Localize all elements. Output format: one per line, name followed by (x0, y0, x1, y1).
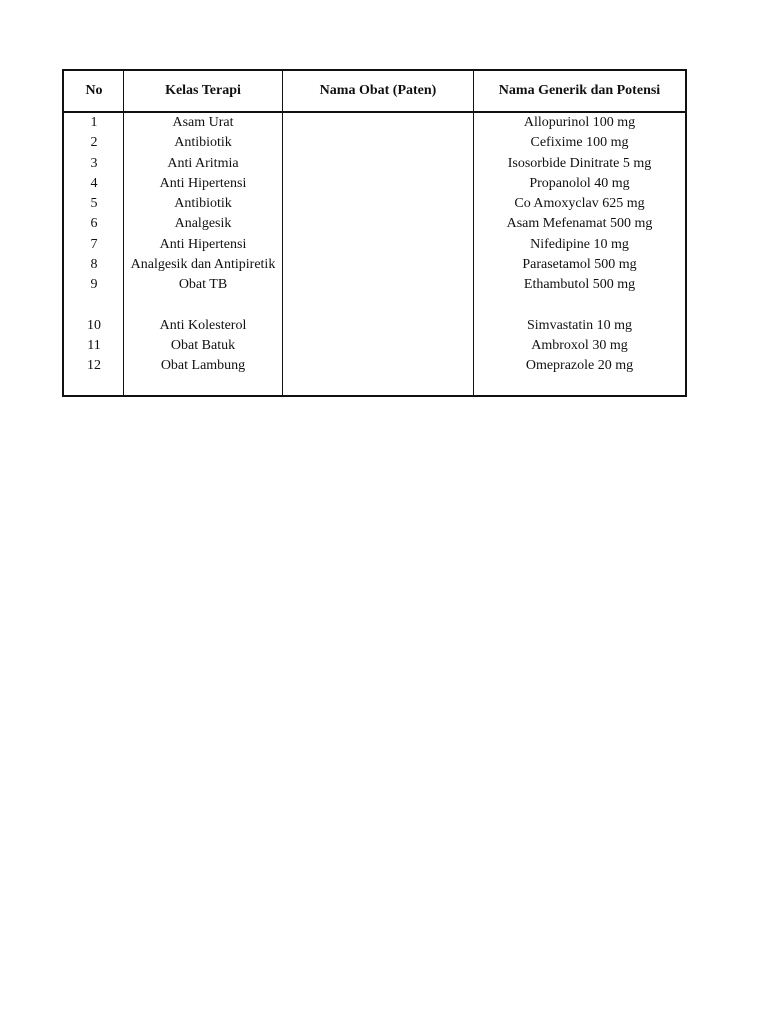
kelas-terapi-cell: Obat Batuk (170, 337, 236, 353)
nama-generik-cell: Asam Mefenamat 500 mg (506, 216, 653, 232)
nama-generik-cell: Parasetamol 500 mg (522, 257, 637, 273)
drug-table (62, 69, 687, 397)
table-row (64, 174, 685, 194)
row-number: 9 (90, 277, 98, 293)
nama-generik-cell: Isosorbide Dinitrate 5 mg (507, 155, 652, 171)
row-number: 3 (90, 155, 98, 171)
nama-generik-cell: Allopurinol 100 mg (523, 115, 636, 130)
nama-paten-cell (282, 113, 474, 133)
row-number: 11 (87, 337, 101, 353)
kelas-terapi-cell: Anti Hipertensi (159, 236, 247, 252)
kelas-terapi-cell: Obat TB (178, 277, 228, 293)
row-number: 8 (90, 257, 98, 273)
header-nama-obat-paten: Nama Obat (Paten) (319, 83, 437, 98)
kelas-terapi-cell: Analgesik (174, 216, 232, 232)
nama-paten-cell (282, 154, 474, 174)
row-number: 7 (90, 236, 98, 252)
nama-generik-cell: Simvastatin 10 mg (527, 317, 632, 333)
table-row (64, 316, 685, 336)
nama-generik-cell: Ethambutol 500 mg (523, 277, 636, 293)
table-row (64, 336, 685, 356)
kelas-terapi-cell: Analgesik dan Antipiretik (130, 257, 276, 273)
nama-generik-cell: Propanolol 40 mg (529, 175, 630, 191)
table-row (64, 275, 685, 295)
nama-generik-cell: Ambroxol 30 mg (531, 337, 628, 353)
row-number: 12 (87, 358, 101, 374)
nama-paten-cell (282, 275, 474, 295)
header-no: No (85, 83, 103, 98)
nama-paten-cell (282, 214, 474, 234)
table-row (64, 356, 685, 376)
table-row (64, 194, 685, 214)
table-row (64, 235, 685, 255)
row-number: 5 (90, 196, 98, 212)
kelas-terapi-cell: Anti Hipertensi (159, 175, 247, 191)
table-row (64, 214, 685, 234)
nama-paten-cell (282, 174, 474, 194)
nama-paten-cell (282, 336, 474, 356)
row-number: 6 (90, 216, 98, 232)
row-number: 4 (90, 175, 98, 191)
header-kelas-terapi: Kelas Terapi (165, 83, 241, 98)
table-row (64, 113, 685, 133)
table-row (64, 154, 685, 174)
nama-paten-cell (282, 194, 474, 214)
row-number: 2 (90, 135, 98, 151)
nama-paten-cell (282, 356, 474, 376)
row-number: 1 (90, 115, 98, 130)
kelas-terapi-cell: Antibiotik (174, 135, 232, 151)
table-row (64, 255, 685, 275)
header-nama-generik: Nama Generik dan Potensi (498, 83, 661, 98)
nama-paten-cell (282, 316, 474, 336)
nama-paten-cell (282, 235, 474, 255)
kelas-terapi-cell: Anti Kolesterol (159, 317, 247, 333)
kelas-terapi-cell: Asam Urat (172, 115, 234, 130)
kelas-terapi-cell: Anti Aritmia (167, 155, 239, 171)
nama-paten-cell (282, 133, 474, 153)
nama-generik-cell: Co Amoxyclav 625 mg (514, 196, 645, 212)
kelas-terapi-cell: Obat Lambung (160, 358, 246, 374)
nama-generik-cell: Nifedipine 10 mg (530, 236, 629, 252)
table-body (64, 113, 685, 377)
row-number: 10 (87, 317, 101, 333)
nama-generik-cell: Omeprazole 20 mg (525, 358, 634, 374)
nama-generik-cell: Cefixime 100 mg (530, 135, 629, 151)
kelas-terapi-cell: Antibiotik (174, 196, 232, 212)
nama-paten-cell (282, 255, 474, 275)
table-row (64, 133, 685, 153)
